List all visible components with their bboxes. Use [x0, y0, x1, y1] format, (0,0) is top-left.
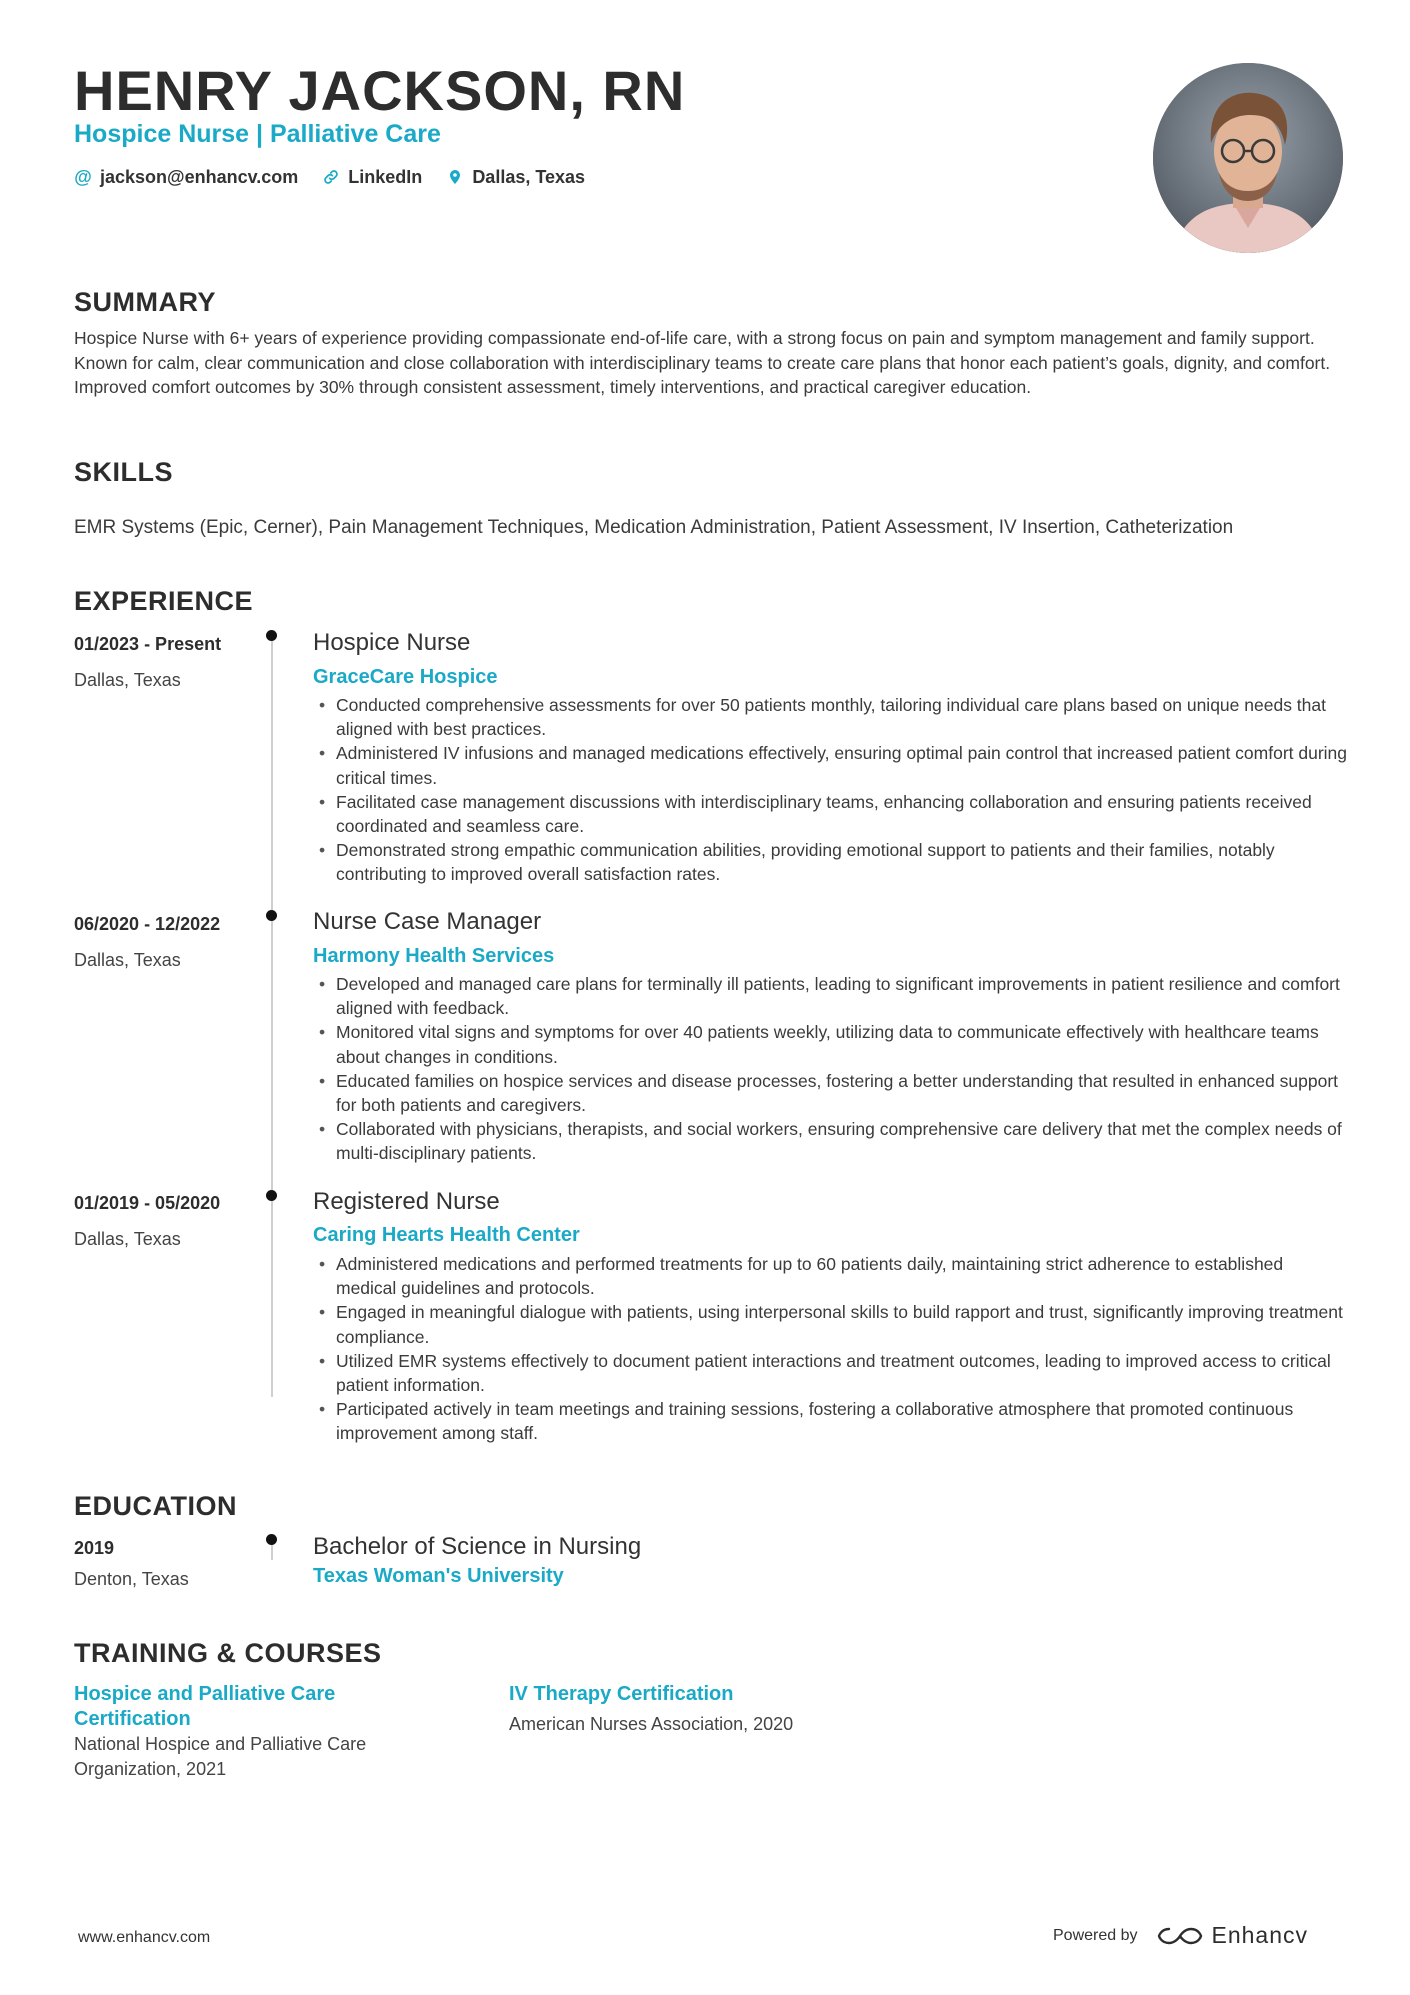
experience-bullet: • Administered medications and performed treatments for up to 60 patients daily, maintaining strict adherence to established medical guidelines and protocols. — [313, 1252, 1348, 1300]
education-heading: EDUCATION — [74, 1491, 237, 1521]
experience-company: GraceCare Hospice — [313, 666, 498, 688]
skills-text: EMR Systems (Epic, Cerner), Pain Management Techniques, Medication Administration, Patient Assessment, IV Insertion, Catheterization — [74, 517, 1234, 538]
link-icon — [322, 168, 340, 186]
training-issuer: American Nurses Association, 2020 — [509, 1714, 794, 1734]
contact-linkedin-text: LinkedIn — [348, 167, 423, 187]
training-name: Hospice and Palliative Care Certification — [74, 1683, 336, 1730]
experience-bullet: • Engaged in meaningful dialogue with patients, using interpersonal skills to build rapport and trust, significantly improving treatment compliance. — [313, 1300, 1348, 1348]
timeline-dot — [266, 910, 277, 921]
footer-branding — [1053, 1922, 1308, 1949]
training-heading: TRAINING & COURSES — [74, 1638, 382, 1668]
experience-bullet: • Developed and managed care plans for terminally ill patients, leading to significant improvements in patient resilience and comfort aligned with feedback. — [313, 972, 1348, 1020]
training-issuer: National Hospice and Palliative Care Organization, 2021 — [74, 1734, 367, 1779]
education-degree: Bachelor of Science in Nursing — [313, 1533, 642, 1560]
experience-location: Dallas, Texas — [74, 670, 181, 690]
summary-text: Hospice Nurse with 6+ years of experience providing compassionate end-of-life care, with a strong focus on pain and symptom management and family support. Known for calm, clear communication and close collaboration with interdisciplinary teams to create care plans that honor each patient’s goals, dignity, and comfort. Improved comfort outcomes by 30% through consistent assessment, timely interventions, and practical caregiver education. — [74, 328, 1331, 397]
summary-heading: SUMMARY — [74, 287, 216, 317]
brand-name: Enhancv — [1211, 1922, 1309, 1948]
experience-bullet: • Participated actively in team meetings and training sessions, fostering a collaborative atmosphere that promoted continuous improvement among staff. — [313, 1397, 1348, 1445]
avatar — [1153, 63, 1343, 253]
contact-location-text: Dallas, Texas — [472, 167, 586, 187]
experience-location: Dallas, Texas — [74, 950, 181, 970]
powered-by-label: Powered by — [1053, 1926, 1138, 1944]
contact-email-text: jackson@enhancv.com — [100, 167, 299, 187]
footer-website[interactable]: www.enhancv.com — [78, 1929, 211, 1946]
experience-bullet: • Monitored vital signs and symptoms for over 40 patients weekly, utilizing data to communicate effectively with healthcare teams about changes in conditions. — [313, 1020, 1348, 1068]
training-name: IV Therapy Certification — [509, 1683, 734, 1705]
timeline-dot — [266, 1190, 277, 1201]
contact-location — [446, 164, 585, 190]
education-school: Texas Woman's University — [313, 1565, 564, 1587]
location-pin-icon — [446, 168, 464, 186]
experience-role: Hospice Nurse — [313, 629, 471, 656]
experience-bullet: • Collaborated with physicians, therapists, and social workers, ensuring comprehensive care delivery that met the complex needs of multi-disciplinary patients. — [313, 1117, 1348, 1165]
experience-timeline — [271, 636, 273, 1397]
at-icon: @ — [74, 167, 92, 187]
experience-bullet: • Administered IV infusions and managed medications effectively, ensuring optimal pain control that increased patient comfort during critical times. — [313, 741, 1348, 789]
experience-role: Registered Nurse — [313, 1188, 500, 1215]
experience-bullets — [313, 972, 1348, 1166]
experience-bullets — [313, 1252, 1348, 1446]
experience-bullet: • Educated families on hospice services and disease processes, fostering a better understanding that resulted in enhanced support for both patients and caregivers. — [313, 1069, 1348, 1117]
timeline-dot — [266, 1534, 277, 1545]
experience-location: Dallas, Texas — [74, 1229, 181, 1249]
experience-date: 01/2019 - 05/2020 — [74, 1193, 221, 1213]
skills-heading: SKILLS — [74, 457, 174, 487]
experience-bullet: • Facilitated case management discussions with interdisciplinary teams, enhancing collaboration and ensuring patients received coordinated and seamless care. — [313, 790, 1348, 838]
education-location: Denton, Texas — [74, 1569, 189, 1589]
experience-heading: EXPERIENCE — [74, 586, 254, 616]
infinity-logo-icon — [1156, 1923, 1204, 1949]
candidate-headline: Hospice Nurse | Palliative Care — [74, 120, 441, 148]
experience-role: Nurse Case Manager — [313, 908, 542, 935]
experience-date: 06/2020 - 12/2022 — [74, 914, 221, 934]
contact-linkedin[interactable] — [322, 164, 422, 190]
experience-company: Caring Hearts Health Center — [313, 1224, 580, 1246]
experience-bullets — [313, 693, 1348, 887]
brand-logo[interactable] — [1156, 1922, 1309, 1949]
timeline-dot — [266, 630, 277, 641]
avatar-portrait — [1153, 63, 1343, 253]
experience-company: Harmony Health Services — [313, 945, 555, 967]
contact-bar — [74, 164, 585, 190]
experience-bullet: • Demonstrated strong empathic communication abilities, providing emotional support to patients and their families, notably contributing to improved overall satisfaction rates. — [313, 838, 1348, 886]
education-year: 2019 — [74, 1538, 115, 1558]
candidate-name: HENRY JACKSON, RN — [74, 59, 686, 122]
experience-date: 01/2023 - Present — [74, 634, 222, 654]
experience-bullet: • Conducted comprehensive assessments for over 50 patients monthly, tailoring individual care plans based on unique needs that aligned with best practices. — [313, 693, 1348, 741]
experience-bullet: • Utilized EMR systems effectively to document patient interactions and treatment outcomes, leading to improved access to critical patient information. — [313, 1349, 1348, 1397]
contact-email[interactable] — [74, 164, 298, 190]
